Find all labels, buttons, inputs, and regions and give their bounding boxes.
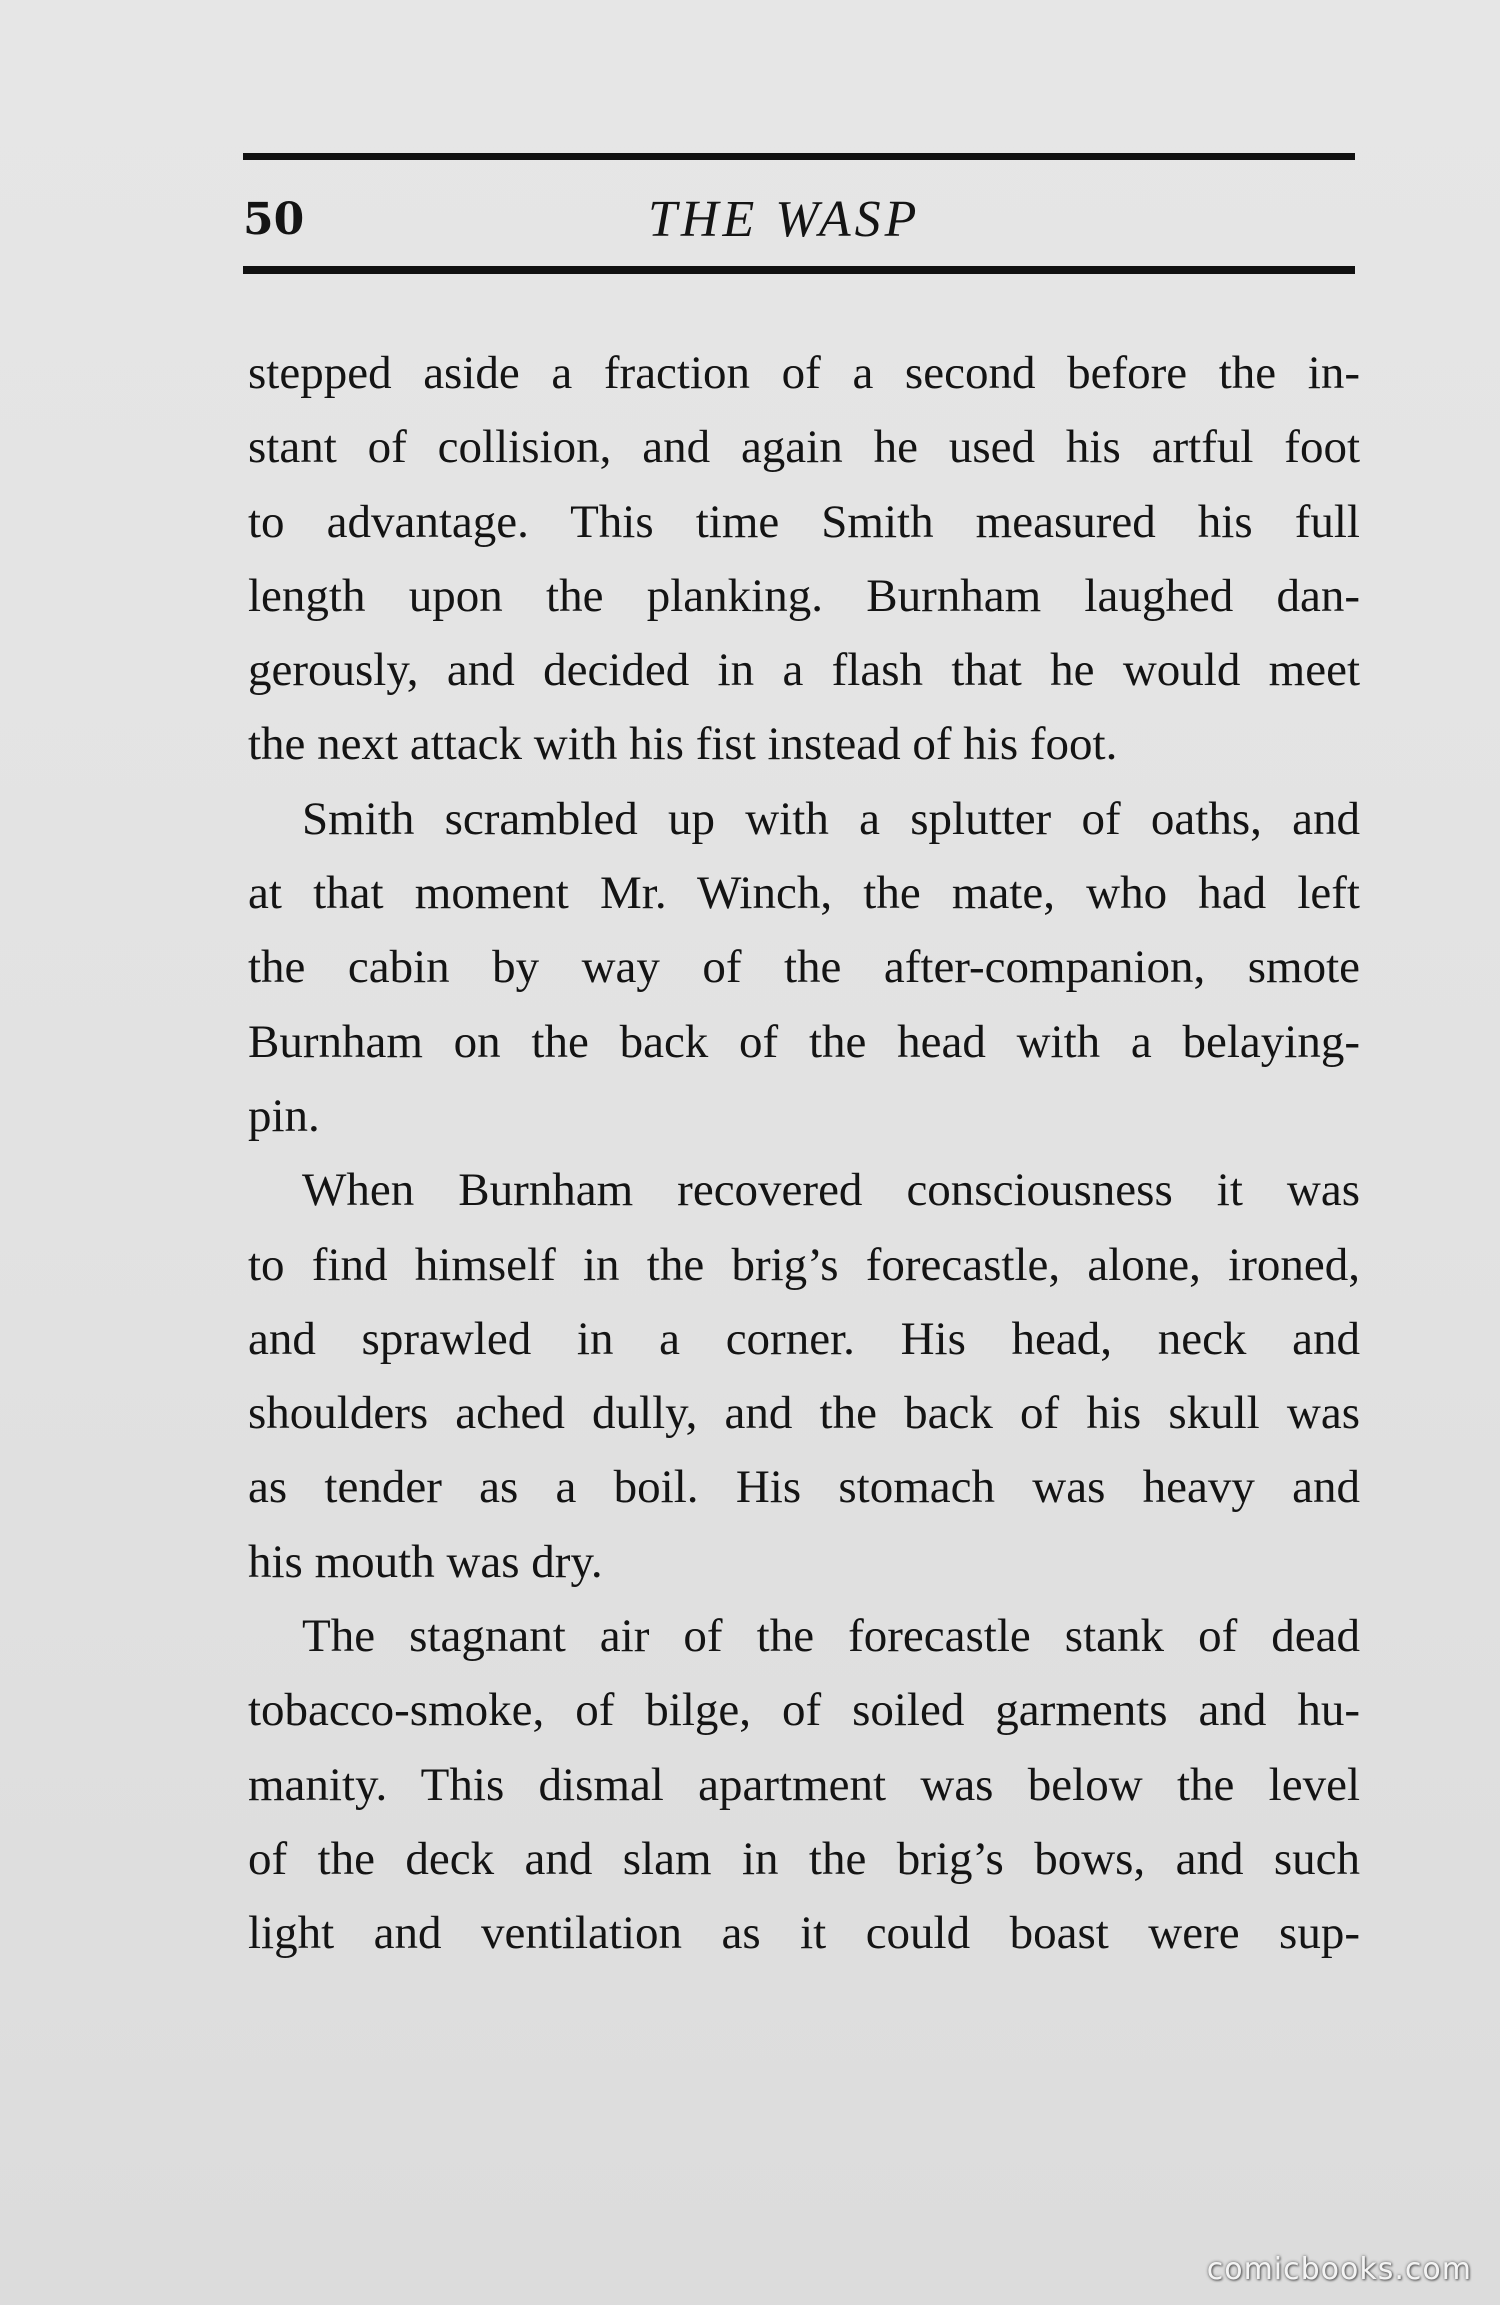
text-line: stepped aside a fraction of a second before the in- [248,347,1360,399]
running-head [243,190,1355,250]
text-line: When Burnham recovered consciousness it was [302,1164,1360,1217]
running-title: THE WASP [648,191,921,248]
text-line: length upon the planking. Burnham laughed dan- [248,569,1360,622]
header-rule-top [243,153,1355,160]
text-line: the next attack with his fist instead of his foot. [248,718,1118,771]
text-line: pin. [248,1089,320,1142]
text-line: to advantage. This time Smith measured his full [248,495,1360,548]
text-line: and sprawled in a corner. His head, neck and [248,1312,1360,1365]
text-line: gerously, and decided in a flash that he would meet [248,644,1360,697]
text-line: to find himself in the brig’s forecastle, alone, ironed, [248,1238,1360,1291]
page-number: 50 [243,194,305,245]
body-text [248,336,1360,1971]
text-line: Smith scrambled up with a splutter of oaths, and [302,792,1360,845]
text-line: tobacco-smoke, of bilge, of soiled garments and hu- [248,1684,1360,1737]
text-line: Burnham on the back of the head with a belaying- [248,1015,1360,1068]
text-line: as tender as a boil. His stomach was heavy and [248,1461,1360,1514]
watermark-text: comicbooks.com [1206,2252,1472,2287]
text-line: the cabin by way of the after-companion, smote [248,941,1360,994]
text-line: light and ventilation as it could boast were sup- [248,1907,1360,1960]
text-line: manity. This dismal apartment was below the level [248,1758,1360,1811]
text-line: at that moment Mr. Winch, the mate, who had left [248,867,1360,920]
text-line: his mouth was dry. [248,1535,603,1588]
text-line: stant of collision, and again he used his artful foot [248,421,1360,474]
text-line: The stagnant air of the forecastle stank of dead [302,1610,1360,1663]
header-rule-bottom [243,266,1355,274]
text-line: of the deck and slam in the brig’s bows, and such [248,1832,1360,1885]
text-line: shoulders ached dully, and the back of his skull was [248,1387,1360,1440]
